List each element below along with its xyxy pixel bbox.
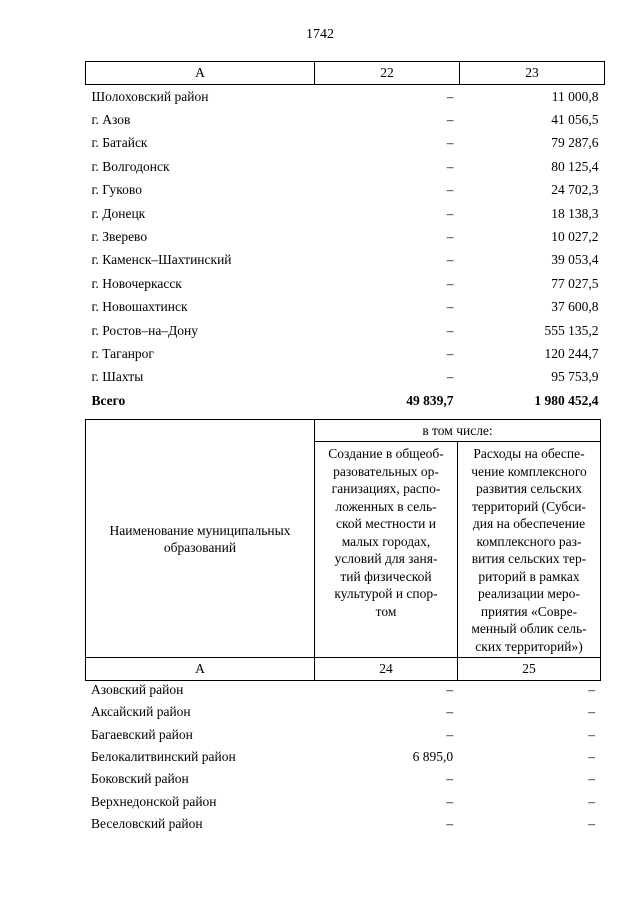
municipality-name: г. Гуково	[91, 182, 142, 198]
municipality-name: г. Ростов–на–Дону	[91, 322, 199, 338]
table-row	[86, 319, 605, 342]
column-title-line: чение комплексного	[471, 463, 587, 479]
total-col-22: 49 839,7	[406, 392, 454, 408]
column-title-line: культурой и спор-	[334, 586, 438, 601]
col-24-title	[315, 442, 458, 658]
table-row	[86, 272, 605, 295]
value-col-23: 77 027,5	[551, 275, 599, 291]
table-row	[86, 155, 605, 178]
budget-table-cols-22-23	[85, 61, 605, 412]
column-title-line: том	[375, 603, 397, 619]
table-row	[86, 249, 605, 272]
municipality-name-header	[86, 420, 315, 658]
value-col-25: –	[588, 815, 595, 831]
value-col-22: –	[446, 345, 454, 361]
column-title-line: Расходы на обеспе-	[473, 446, 585, 461]
column-title-line: ганизациях, распо-	[331, 481, 441, 496]
column-title-line: условий для заня-	[334, 551, 438, 566]
municipality-name: г. Новошахтинск	[91, 299, 188, 315]
municipality-name: г. Волгодонск	[91, 158, 170, 174]
value-col-23: 41 056,5	[551, 112, 599, 128]
value-col-23: 24 702,3	[551, 182, 599, 198]
value-col-22: –	[446, 369, 454, 385]
value-col-23: 11 000,8	[551, 88, 599, 104]
table-row	[85, 679, 601, 701]
value-col-23: 37 600,8	[551, 299, 599, 315]
municipality-name-header-text: Наименование муниципальных образований	[109, 522, 291, 555]
index-col-25: 25	[458, 658, 601, 681]
column-title-line: риторий в рамках	[478, 568, 580, 584]
table-row	[86, 342, 605, 365]
total-label: Всего	[91, 392, 126, 408]
value-col-22: –	[446, 135, 454, 151]
value-col-23: 120 244,7	[544, 345, 599, 361]
value-col-23: 39 053,4	[551, 252, 599, 268]
municipality-name: г. Каменск–Шахтинский	[91, 252, 232, 268]
table-row	[86, 202, 605, 225]
value-col-22: –	[446, 299, 454, 315]
table-row	[85, 746, 601, 768]
header-col-23: 23	[460, 62, 605, 85]
municipality-name: Азовский район	[91, 682, 184, 698]
table-row	[85, 813, 601, 835]
total-row	[86, 389, 605, 412]
table-row	[86, 132, 605, 155]
value-col-22: –	[446, 252, 454, 268]
table-header-row	[86, 62, 605, 85]
municipality-name: Багаевский район	[91, 726, 193, 742]
column-title-line: развития сельских	[476, 481, 582, 496]
municipality-name: Веселовский район	[91, 815, 203, 831]
column-title-line: менный облик сель-	[471, 621, 587, 636]
municipality-name: г. Таганрог	[91, 345, 154, 361]
value-col-25: –	[588, 749, 595, 765]
value-col-22: –	[446, 182, 454, 198]
value-col-22: –	[446, 158, 454, 174]
value-col-23: 80 125,4	[551, 158, 599, 174]
table-row	[86, 108, 605, 131]
column-title-line: приятия «Совре-	[480, 603, 578, 619]
table-row	[85, 790, 601, 812]
table-row	[86, 85, 605, 109]
municipality-name: Верхнедонской район	[91, 793, 217, 809]
budget-table-header-cols-24-25	[85, 419, 601, 681]
value-col-22: –	[446, 88, 454, 104]
table-row	[86, 225, 605, 248]
column-title-line: Создание в общеоб-	[328, 446, 444, 461]
header-col-a: А	[86, 62, 315, 85]
value-col-25: –	[588, 704, 595, 720]
municipality-name: г. Батайск	[91, 135, 148, 151]
municipality-name: Боковский район	[91, 771, 189, 787]
value-col-22: –	[446, 205, 454, 221]
value-col-25: –	[588, 726, 595, 742]
value-col-23: 555 135,2	[544, 322, 599, 338]
table-row	[85, 724, 601, 746]
column-title-line: дия на обеспечение	[472, 516, 586, 531]
index-col-a: А	[86, 658, 315, 681]
column-title-line: вития сельских тер-	[471, 551, 587, 566]
municipality-name: Аксайский район	[91, 704, 191, 720]
municipality-name: г. Зверево	[91, 229, 148, 245]
value-col-22: –	[446, 229, 454, 245]
col-25-title	[458, 442, 601, 658]
municipality-name: г. Новочеркасск	[91, 275, 182, 291]
value-col-22: –	[446, 322, 454, 338]
budget-table-cols-24-25-rows	[85, 679, 601, 835]
value-col-22: –	[446, 275, 454, 291]
value-col-22: –	[446, 112, 454, 128]
value-col-24: –	[446, 771, 454, 787]
column-title-line: ских территорий»)	[475, 638, 583, 654]
municipality-name: Белокалитвинский район	[91, 749, 236, 765]
table-row	[85, 768, 601, 790]
table-row	[86, 179, 605, 202]
group-header-including: в том числе:	[315, 420, 601, 442]
value-col-24: 6 895,0	[412, 749, 454, 765]
table-row	[86, 296, 605, 319]
column-title-line: ской местности и	[335, 516, 436, 531]
value-col-24: –	[446, 704, 454, 720]
total-col-23: 1 980 452,4	[534, 392, 599, 408]
value-col-23: 10 027,2	[551, 229, 599, 245]
value-col-24: –	[446, 815, 454, 831]
table-row	[86, 366, 605, 389]
value-col-23: 79 287,6	[551, 135, 599, 151]
page-number: 1742	[306, 27, 334, 42]
column-title-line: разовательных ор-	[333, 463, 439, 479]
value-col-24: –	[446, 682, 454, 698]
value-col-23: 18 138,3	[551, 205, 599, 221]
index-row	[86, 658, 601, 681]
header-col-22: 22	[315, 62, 460, 85]
municipality-name: г. Шахты	[91, 369, 144, 385]
municipality-name: Шолоховский район	[91, 88, 209, 104]
column-title-line: ложенных в сель-	[335, 498, 437, 514]
column-title-line: тий физической	[340, 568, 432, 584]
column-title-line: территорий (Субси-	[472, 498, 586, 514]
column-title-line: реализации меро-	[478, 586, 580, 601]
index-col-24: 24	[315, 658, 458, 681]
table-row	[85, 701, 601, 723]
value-col-24: –	[446, 726, 454, 742]
municipality-name: г. Донецк	[91, 205, 146, 221]
value-col-25: –	[588, 793, 595, 809]
value-col-25: –	[588, 682, 595, 698]
value-col-25: –	[588, 771, 595, 787]
column-title-line: малых городах,	[341, 533, 431, 549]
value-col-23: 95 753,9	[551, 369, 599, 385]
municipality-name: г. Азов	[91, 112, 131, 128]
value-col-24: –	[446, 793, 454, 809]
column-title-line: комплексного раз-	[476, 533, 582, 549]
